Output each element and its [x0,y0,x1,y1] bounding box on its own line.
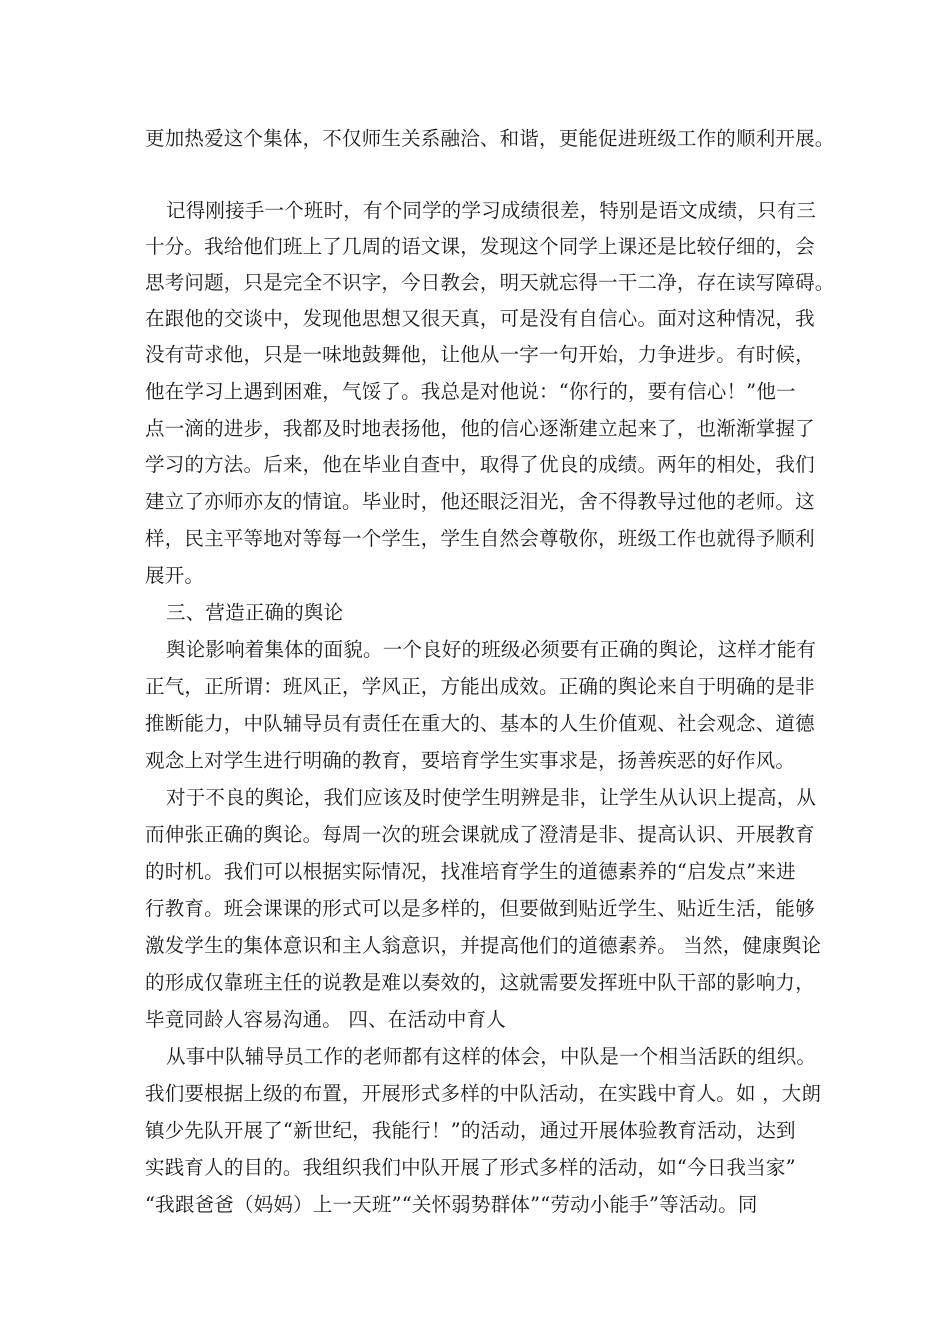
text-line: 的形成仅靠班主任的说教是难以奏效的，这就需要发挥班中队干部的影响力， [145,971,815,994]
text-line: 正气，正所谓：班风正，学风正，方能出成效。正确的舆论来自于明确的是非 [145,675,815,698]
text-line: 十分。我给他们班上了几周的语文课，发现这个同学上课还是比较仔细的，会 [145,235,815,258]
text-line: 行教育。班会课课的形式可以是多样的，但要做到贴近学生、贴近生活，能够 [145,897,815,920]
text-line: 镇少先队开展了“新世纪，我能行！”的活动，通过开展体验教育活动，达到 [145,1119,796,1142]
text-line: 在跟他的交谈中，发现他思想又很天真，可是没有自信心。面对这种情况，我 [145,307,815,330]
section-heading: 三、营造正确的舆论 [166,601,344,624]
text-line: 实践育人的目的。我组织我们中队开展了形式多样的活动，如“今日我当家” [145,1156,796,1179]
text-line: 的时机。我们可以根据实际情况，找准培育学生的道德素养的“启发点”来进 [145,860,796,883]
text-line: 毕竟同龄人容易沟通。 四、在活动中育人 [145,1008,506,1031]
text-line: 思考问题，只是完全不识字，今日教会，明天就忘得一干二净，存在读写障碍。 [145,271,835,294]
text-line: “我跟爸爸（妈妈）上一天班”“关怀弱势群体”“劳动小能手”等活动。同 [145,1193,758,1216]
text-line: 点一滴的进步，我都及时地表扬他，他的信心逐渐建立起来了，也渐渐掌握了 [145,417,815,440]
text-line: 他在学习上遇到困难，气馁了。我总是对他说：“你行的，要有信心！”他一 [145,380,796,403]
text-line: 记得刚接手一个班时，有个同学的学习成绩很差，特别是语文成绩，只有三 [166,199,817,222]
text-line: 激发学生的集体意识和主人翁意识，并提高他们的道德素养。 当然，健康舆论 [145,934,822,957]
text-line: 舆论影响着集体的面貌。一个良好的班级必须要有正确的舆论，这样才能有 [166,638,817,661]
text-line: 观念上对学生进行明确的教育，要培育学生实事求是，扬善疾恶的好作风。 [145,749,796,772]
text-line: 我们要根据上级的布置，开展形式多样的中队活动，在实践中育人。如 ，大朗 [145,1082,822,1105]
text-line: 样，民主平等地对等每一个学生，学生自然会尊敬你，班级工作也就得予顺利 [145,527,815,550]
text-line: 更加热爱这个集体，不仅师生关系融洽、和谐，更能促进班级工作的顺利开展。 [145,127,835,150]
text-line: 展开。 [145,564,205,587]
text-line: 而伸张正确的舆论。每周一次的班会课就成了澄清是非、提高认识、开展教育 [145,823,815,846]
text-line: 没有苛求他，只是一味地鼓舞他，让他从一字一句开始，力争进步。有时候， [145,343,815,366]
text-line: 学习的方法。后来，他在毕业自查中，取得了优良的成绩。两年的相处，我们 [145,453,815,476]
text-line: 推断能力，中队辅导员有责任在重大的、基本的人生价值观、社会观念、道德 [145,712,815,735]
text-line: 对于不良的舆论，我们应该及时使学生明辨是非，让学生从认识上提高，从 [166,786,817,809]
text-line: 建立了亦师亦友的情谊。毕业时，他还眼泛泪光，舍不得教导过他的老师。这 [145,490,815,513]
text-line: 从事中队辅导员工作的老师都有这样的体会，中队是一个相当活跃的组织。 [166,1045,817,1068]
